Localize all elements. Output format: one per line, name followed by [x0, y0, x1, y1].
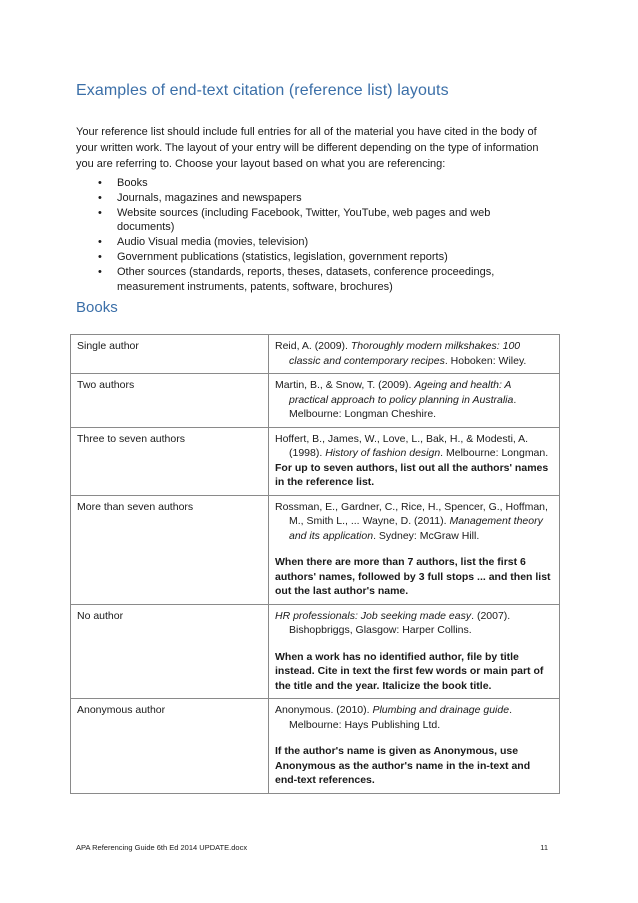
- reference-example: [275, 609, 553, 638]
- bullet-item: • Government publications (statistics, legislation, government reports): [98, 250, 538, 265]
- source-type-cell: Single author: [71, 335, 269, 374]
- reference-example: [275, 500, 553, 544]
- reference-example-cell: [269, 495, 560, 604]
- page-title: Examples of end-text citation (reference list) layouts: [76, 82, 449, 99]
- source-type-cell: More than seven authors: [71, 495, 269, 604]
- reference-title-italic: HR professionals: Job seeking made easy: [275, 609, 472, 622]
- bullet-item: • Books: [98, 176, 538, 191]
- reference-type-list: [98, 176, 538, 294]
- bullet-item: • Audio Visual media (movies, television): [98, 235, 538, 250]
- reference-title-italic: History of fashion design: [325, 447, 441, 459]
- table-row: [71, 604, 560, 699]
- intro-paragraph: Your reference list should include full entries for all of the material you have cited in the body of your written work. The layout of your entry will be different depending on the type of information you are referring to. Choose your layout based on what you are referencing:: [76, 126, 539, 170]
- reference-title-italic: Ageing and health: A practical approach to policy planning in Australia: [289, 379, 514, 406]
- reference-text: Hoffert, B., James, W., Love, L., Bak, H., & Modesti, A. (1998).: [275, 432, 529, 459]
- reference-example-cell: [269, 604, 560, 699]
- footer-document-name: APA Referencing Guide 6th Ed 2014 UPDATE.docx: [76, 843, 248, 852]
- reference-title-italic: Management theory and its application: [289, 515, 543, 542]
- table-row: [71, 335, 560, 374]
- reference-text: . Melbourne: Longman.: [440, 447, 549, 459]
- reference-example-cell: [269, 427, 560, 495]
- reference-text: . Sydney: McGraw Hill.: [373, 529, 480, 542]
- note-spacer: [275, 543, 553, 555]
- source-type-cell: Two authors: [71, 374, 269, 428]
- note-spacer: [275, 638, 553, 650]
- reference-example: [275, 432, 553, 461]
- table-row: [71, 374, 560, 428]
- source-type-cell: Three to seven authors: [71, 427, 269, 495]
- note-spacer: [275, 732, 553, 744]
- reference-text: Reid, A. (2009).: [275, 340, 351, 352]
- table-row: [71, 699, 560, 794]
- reference-example: [275, 378, 553, 422]
- reference-text: Martin, B., & Snow, T. (2009).: [275, 379, 415, 391]
- guidance-note: If the author's name is given as Anonymous, use Anonymous as the author's name in the in-text and end-text references.: [275, 745, 531, 786]
- reference-text: . Melbourne: Hays Publishing Ltd.: [289, 704, 512, 731]
- source-type-cell: Anonymous author: [71, 699, 269, 794]
- source-type-cell: No author: [71, 604, 269, 699]
- reference-example-cell: [269, 699, 560, 794]
- books-reference-table: [70, 334, 560, 794]
- reference-title-italic: Thoroughly modern milkshakes: 100 classic and contemporary recipes: [289, 340, 521, 367]
- guidance-note: When a work has no identified author, file by title instead. Cite in text the first few words or main part of the title and the year. Italicize the book title.: [275, 650, 544, 692]
- reference-text: Rossman, E., Gardner, C., Rice, H., Spencer, G., Hoffman, M., Smith L., ... Wayne, D. (2011).: [275, 500, 548, 527]
- reference-example: [275, 339, 553, 368]
- bullet-item: • Website sources (including Facebook, Twitter, YouTube, web pages and web documents): [98, 206, 538, 236]
- reference-example-cell: [269, 335, 560, 374]
- reference-title-italic: Plumbing and drainage guide: [372, 704, 510, 716]
- table-row: [71, 427, 560, 495]
- table-row: [71, 495, 560, 604]
- reference-example-cell: [269, 374, 560, 428]
- footer-page-number: 11: [540, 843, 548, 852]
- guidance-note: For up to seven authors, list out all the authors' names in the reference list.: [275, 461, 549, 488]
- reference-example: [275, 703, 553, 732]
- reference-text: . (2007). Bishopbriggs, Glasgow: Harper Collins.: [289, 609, 511, 636]
- bullet-item: • Other sources (standards, reports, theses, datasets, conference proceedings, measurement instruments, patents, software, brochures): [98, 265, 538, 295]
- reference-text: . Hoboken: Wiley.: [444, 354, 527, 367]
- guidance-note: When there are more than 7 authors, list the first 6 authors' names, followed by 3 full stops ... and then list out the last author's name.: [275, 556, 551, 597]
- section-title-books: Books: [76, 299, 118, 316]
- reference-text: . Melbourne: Longman Cheshire.: [289, 393, 517, 420]
- reference-text: Anonymous. (2010).: [275, 704, 373, 716]
- bullet-item: • Journals, magazines and newspapers: [98, 191, 538, 206]
